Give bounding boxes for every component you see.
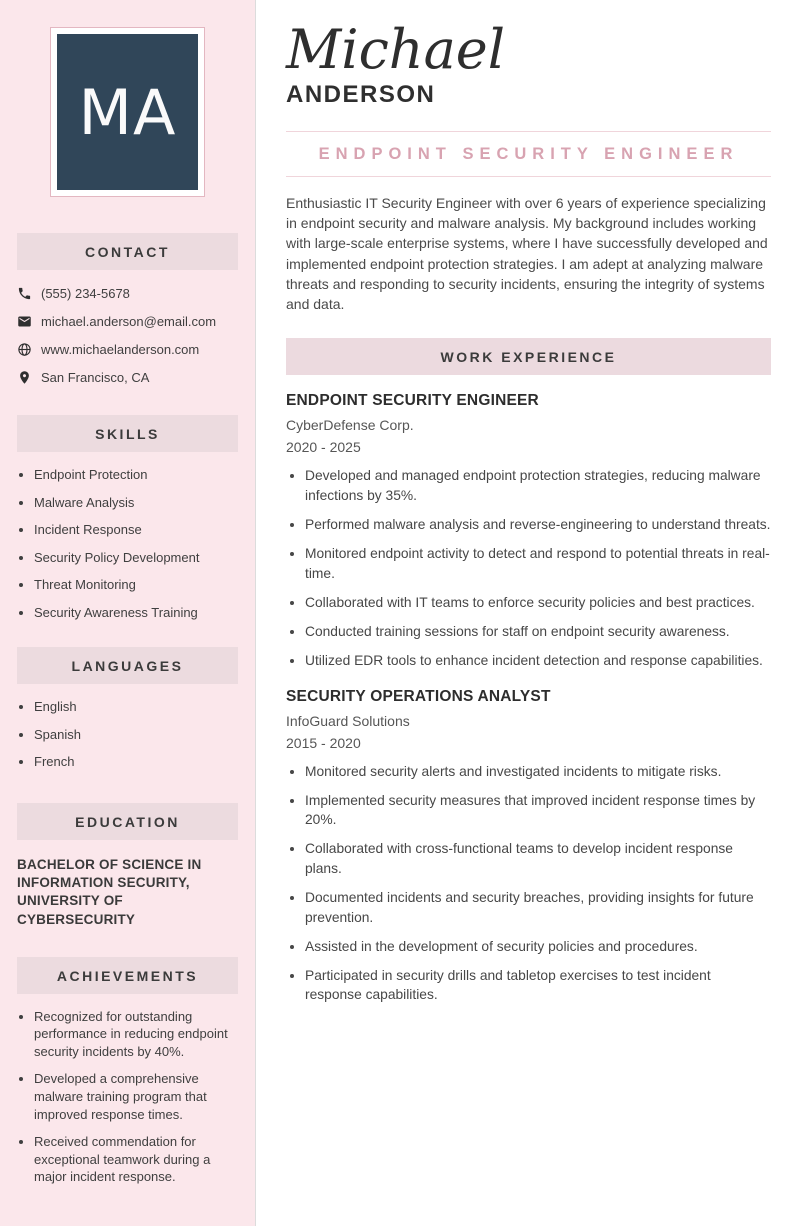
contact-heading: CONTACT <box>17 233 238 270</box>
job-headline: ENDPOINT SECURITY ENGINEER <box>318 144 739 163</box>
languages-heading: LANGUAGES <box>17 647 238 684</box>
achievement-item: • Recognized for outstanding performance in reducing endpoint security incidents by 40%. <box>34 1008 238 1061</box>
skill-item: • Endpoint Protection <box>34 466 238 484</box>
skill-item: • Malware Analysis <box>34 494 238 512</box>
job-bullet: • Collaborated with cross-functional teams to develop incident response plans. <box>305 839 771 878</box>
job-role: ENDPOINT SECURITY ENGINEER <box>286 392 539 410</box>
job-company: InfoGuard Solutions <box>286 712 410 729</box>
skills-heading: SKILLS <box>17 415 238 452</box>
skill-item: • Incident Response <box>34 521 238 539</box>
achievement-item: • Received commendation for exceptional teamwork during a major incident response. <box>34 1133 238 1186</box>
contact-email-text: michael.anderson@email.com <box>41 314 217 329</box>
language-item: • English <box>34 698 238 716</box>
divider-line <box>286 176 771 177</box>
contact-website-text: www.michaelanderson.com <box>41 342 200 357</box>
achievement-item: • Developed a comprehensive malware training program that improved response times. <box>34 1070 238 1123</box>
professional-summary: Enthusiastic IT Security Engineer with over 6 years of experience specializing in endpoint security and malware analysis. My background includes working with large-scale enterprise systems, where I have successfully developed and implemented endpoint protection strategies. I am adept at analyzing malware threats and responding to security incidents, ensuring the integrity of systems and data. <box>286 194 768 313</box>
contact-location <box>17 370 238 385</box>
job-bullet-list <box>286 762 771 1005</box>
job-bullet: • Participated in security drills and tabletop exercises to test incident response capabilities. <box>305 966 771 1005</box>
contact-website <box>17 342 238 357</box>
job-bullet: • Conducted training sessions for staff on endpoint security awareness. <box>305 622 771 642</box>
phone-icon <box>17 286 32 301</box>
job-bullet: • Developed and managed endpoint protection strategies, reducing malware infections by 35%. <box>305 466 771 505</box>
contact-email <box>17 314 238 329</box>
languages-list <box>17 698 238 771</box>
education-heading: EDUCATION <box>17 803 238 840</box>
location-icon <box>17 370 32 385</box>
work-experience-heading: WORK EXPERIENCE <box>286 338 771 375</box>
language-item: • Spanish <box>34 726 238 744</box>
job-bullet: • Collaborated with IT teams to enforce security policies and best practices. <box>305 593 771 613</box>
first-name: Michael <box>286 18 506 81</box>
job-bullet: • Documented incidents and security breaches, providing insights for future prevention. <box>305 888 771 927</box>
contact-phone <box>17 286 238 301</box>
main-content <box>256 0 800 1226</box>
sidebar <box>0 0 256 1226</box>
contact-location-text: San Francisco, CA <box>41 370 150 385</box>
contact-phone-text: (555) 234-5678 <box>41 286 130 301</box>
email-icon <box>17 314 32 329</box>
job-bullet: • Utilized EDR tools to enhance incident detection and response capabilities. <box>305 651 771 671</box>
job-role: SECURITY OPERATIONS ANALYST <box>286 687 551 705</box>
monogram <box>57 34 198 190</box>
globe-icon <box>17 342 32 357</box>
job-bullet: • Implemented security measures that improved incident response times by 20%. <box>305 791 771 830</box>
achievements-list <box>17 1008 238 1186</box>
job-company: CyberDefense Corp. <box>286 417 414 434</box>
name-header <box>286 18 771 109</box>
achievements-heading: ACHIEVEMENTS <box>17 957 238 994</box>
job-entry <box>286 688 771 1005</box>
job-bullet: • Performed malware analysis and reverse-engineering to understand threats. <box>305 515 771 535</box>
job-bullet: • Assisted in the development of security policies and procedures. <box>305 937 771 957</box>
headline-block <box>286 131 771 177</box>
job-bullet: • Monitored security alerts and investigated incidents to mitigate risks. <box>305 762 771 782</box>
skills-list <box>17 466 238 621</box>
job-dates: 2020 - 2025 <box>286 439 361 456</box>
job-bullet-list <box>286 466 771 670</box>
monogram-frame <box>50 27 205 197</box>
skill-item: • Security Awareness Training <box>34 604 238 622</box>
language-item: • French <box>34 753 238 771</box>
monogram-initials: MA <box>78 75 177 149</box>
skill-item: • Security Policy Development <box>34 549 238 567</box>
contact-list <box>17 286 238 385</box>
skill-item: • Threat Monitoring <box>34 576 238 594</box>
job-entry <box>286 392 771 670</box>
last-name: ANDERSON <box>286 80 436 108</box>
job-dates: 2015 - 2020 <box>286 734 361 751</box>
job-bullet: • Monitored endpoint activity to detect and respond to potential threats in real-time. <box>305 544 771 583</box>
education-degree: BACHELOR OF SCIENCE IN INFORMATION SECURITY, UNIVERSITY OF CYBERSECURITY <box>17 856 202 927</box>
